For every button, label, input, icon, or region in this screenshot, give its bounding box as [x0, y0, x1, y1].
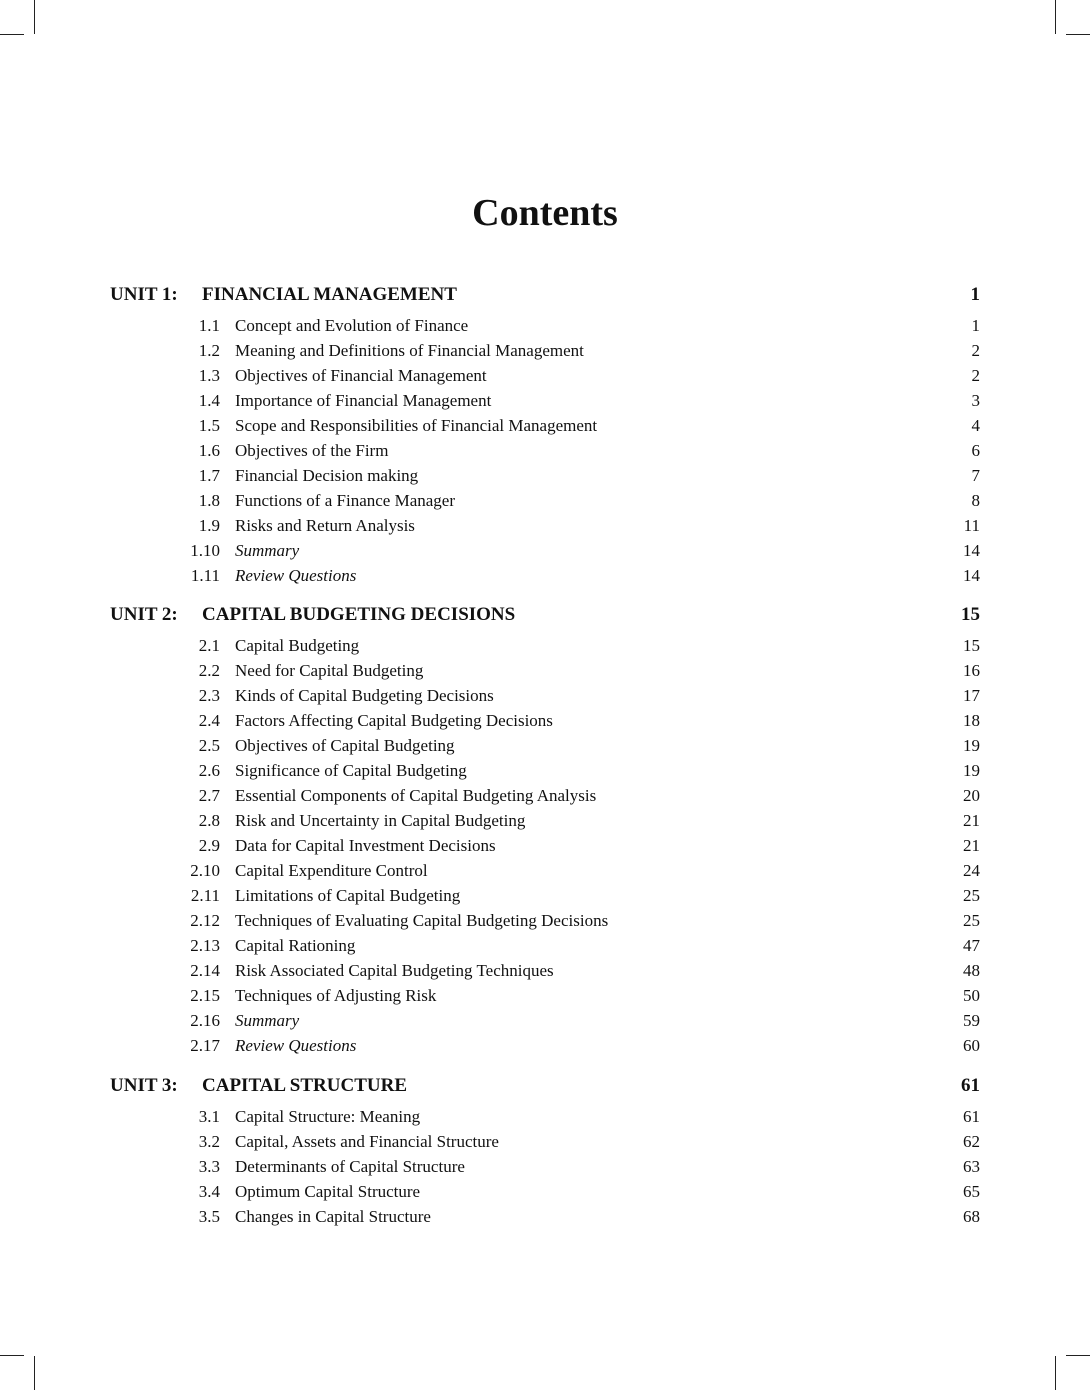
section-number: 3.4 [198, 1182, 220, 1201]
toc-entry[interactable] [110, 413, 980, 438]
section-page-number: 21 [963, 811, 980, 830]
section-title: Techniques of Adjusting Risk [235, 986, 437, 1005]
section-number: 2.9 [198, 836, 220, 855]
section-number: 2.2 [198, 661, 220, 680]
section-number: 2.1 [198, 636, 220, 655]
toc-entry[interactable] [110, 513, 980, 538]
unit-heading[interactable] [110, 282, 980, 308]
section-title: Objectives of Capital Budgeting [235, 736, 455, 755]
section-title: Importance of Financial Management [235, 391, 492, 410]
section-number: 1.10 [190, 541, 220, 560]
toc-entry[interactable] [110, 438, 980, 463]
section-title: Scope and Responsibilities of Financial Management [235, 416, 598, 435]
section-number: 2.7 [198, 786, 220, 805]
section-number: 1.6 [198, 441, 220, 460]
section-number: 2.4 [198, 711, 220, 730]
section-page-number: 60 [963, 1036, 980, 1055]
toc-entry[interactable] [110, 633, 980, 658]
toc-entry[interactable] [110, 908, 980, 933]
section-number: 2.11 [190, 886, 220, 905]
toc-entry[interactable] [110, 833, 980, 858]
section-title: Factors Affecting Capital Budgeting Decisions [235, 711, 553, 730]
section-page-number: 63 [963, 1157, 980, 1176]
section-page-number: 24 [963, 861, 980, 880]
crop-mark [1055, 1356, 1056, 1390]
section-title: Optimum Capital Structure [235, 1182, 421, 1201]
unit-label: UNIT 1: [110, 284, 178, 305]
section-title: Financial Decision making [235, 466, 419, 485]
unit-label: UNIT 3: [110, 1075, 178, 1096]
section-page-number: 3 [971, 391, 980, 410]
section-page-number: 50 [963, 986, 980, 1005]
toc-entry[interactable] [110, 1104, 980, 1129]
section-title: Significance of Capital Budgeting [235, 761, 467, 780]
section-number: 3.2 [198, 1132, 220, 1151]
toc-entry[interactable] [110, 733, 980, 758]
section-title: Objectives of Financial Management [235, 366, 487, 385]
section-number: 1.4 [198, 391, 220, 410]
section-number: 3.5 [198, 1207, 220, 1226]
section-page-number: 14 [963, 566, 980, 585]
section-title: Capital, Assets and Financial Structure [235, 1132, 499, 1151]
unit-title: CAPITAL STRUCTURE [202, 1075, 407, 1096]
section-page-number: 21 [963, 836, 980, 855]
toc-entry[interactable] [110, 758, 980, 783]
section-title: Capital Budgeting [235, 636, 360, 655]
toc-entry[interactable] [110, 363, 980, 388]
section-page-number: 61 [963, 1107, 980, 1126]
section-title: Determinants of Capital Structure [235, 1157, 465, 1176]
section-number: 2.6 [198, 761, 220, 780]
toc-entry[interactable] [110, 808, 980, 833]
toc-entry[interactable] [110, 463, 980, 488]
section-page-number: 14 [963, 541, 980, 560]
section-number: 1.3 [198, 366, 220, 385]
section-number: 2.8 [198, 811, 220, 830]
section-page-number: 59 [963, 1011, 980, 1030]
section-number: 2.12 [190, 911, 220, 930]
toc-entry[interactable] [110, 563, 980, 588]
toc-entry[interactable] [110, 658, 980, 683]
section-number: 2.15 [190, 986, 220, 1005]
unit-page-number: 1 [970, 284, 980, 305]
section-title: Limitations of Capital Budgeting [235, 886, 461, 905]
section-page-number: 8 [971, 491, 980, 510]
section-page-number: 25 [963, 886, 980, 905]
section-page-number: 19 [963, 736, 980, 755]
toc-entry[interactable] [110, 883, 980, 908]
section-page-number: 2 [971, 366, 980, 385]
section-number: 3.1 [198, 1107, 220, 1126]
section-page-number: 6 [971, 441, 980, 460]
toc-entry[interactable] [110, 983, 980, 1008]
section-title: Summary [235, 1011, 300, 1030]
section-number: 2.5 [198, 736, 220, 755]
toc-entry[interactable] [110, 933, 980, 958]
section-number: 1.7 [198, 466, 220, 485]
section-page-number: 11 [963, 516, 980, 535]
section-number: 2.17 [190, 1036, 220, 1055]
section-number: 1.9 [198, 516, 220, 535]
section-title: Review Questions [235, 566, 357, 585]
unit-title: CAPITAL BUDGETING DECISIONS [202, 604, 516, 625]
crop-mark [1066, 1355, 1090, 1356]
crop-mark [1066, 34, 1090, 35]
section-page-number: 47 [963, 936, 980, 955]
toc-entry[interactable] [110, 958, 980, 983]
toc-entry[interactable] [110, 683, 980, 708]
section-title: Essential Components of Capital Budgeting Analysis [235, 786, 597, 805]
page-title: Contents [472, 192, 618, 234]
toc-entry[interactable] [110, 1154, 980, 1179]
section-page-number: 65 [963, 1182, 980, 1201]
section-title: Data for Capital Investment Decisions [235, 836, 496, 855]
unit-page-number: 15 [961, 604, 980, 625]
section-page-number: 48 [963, 961, 980, 980]
toc-entry[interactable] [110, 1033, 980, 1058]
section-page-number: 18 [963, 711, 980, 730]
section-number: 2.16 [190, 1011, 220, 1030]
section-number: 1.11 [190, 566, 220, 585]
section-title: Objectives of the Firm [235, 441, 389, 460]
crop-mark [1055, 0, 1056, 34]
section-page-number: 62 [963, 1132, 980, 1151]
section-number: 2.14 [190, 961, 220, 980]
section-title: Capital Expenditure Control [235, 861, 428, 880]
toc-entry[interactable] [110, 538, 980, 563]
section-number: 1.8 [198, 491, 220, 510]
crop-mark [34, 0, 35, 34]
section-title: Concept and Evolution of Finance [235, 316, 469, 335]
crop-mark [34, 1356, 35, 1390]
section-title: Need for Capital Budgeting [235, 661, 424, 680]
unit-title: FINANCIAL MANAGEMENT [202, 284, 457, 305]
section-title: Techniques of Evaluating Capital Budgeting Decisions [235, 911, 609, 930]
section-page-number: 20 [963, 786, 980, 805]
toc-entry[interactable] [110, 488, 980, 513]
unit-page-number: 61 [961, 1075, 980, 1096]
section-number: 2.3 [198, 686, 220, 705]
section-page-number: 25 [963, 911, 980, 930]
section-number: 2.13 [190, 936, 220, 955]
toc-entry[interactable] [110, 1008, 980, 1033]
toc-entry[interactable] [110, 1129, 980, 1154]
unit-heading[interactable] [110, 602, 980, 628]
section-title: Risk Associated Capital Budgeting Techniques [235, 961, 554, 980]
section-page-number: 1 [971, 316, 980, 335]
toc-entry[interactable] [110, 313, 980, 338]
toc-entry[interactable] [110, 858, 980, 883]
section-title: Changes in Capital Structure [235, 1207, 431, 1226]
section-number: 2.10 [190, 861, 220, 880]
unit-label: UNIT 2: [110, 604, 178, 625]
section-title: Kinds of Capital Budgeting Decisions [235, 686, 494, 705]
toc-entry[interactable] [110, 1179, 980, 1204]
section-title: Summary [235, 541, 300, 560]
section-number: 1.1 [198, 316, 220, 335]
section-page-number: 2 [971, 341, 980, 360]
section-title: Meaning and Definitions of Financial Management [235, 341, 584, 360]
section-title: Capital Rationing [235, 936, 356, 955]
section-title: Risks and Return Analysis [235, 516, 415, 535]
section-number: 1.2 [198, 341, 220, 360]
section-title: Review Questions [235, 1036, 357, 1055]
toc-entry[interactable] [110, 338, 980, 363]
section-title: Capital Structure: Meaning [235, 1107, 421, 1126]
section-title: Risk and Uncertainty in Capital Budgeting [235, 811, 526, 830]
section-page-number: 15 [963, 636, 980, 655]
section-title: Functions of a Finance Manager [235, 491, 455, 510]
unit-heading[interactable] [110, 1073, 980, 1099]
section-page-number: 4 [971, 416, 980, 435]
section-number: 1.5 [198, 416, 220, 435]
toc-entry[interactable] [110, 708, 980, 733]
crop-mark [0, 1355, 24, 1356]
section-page-number: 7 [971, 466, 980, 485]
section-number: 3.3 [198, 1157, 220, 1176]
toc-entry[interactable] [110, 783, 980, 808]
section-page-number: 17 [963, 686, 980, 705]
toc-entry[interactable] [110, 1204, 980, 1229]
toc-entry[interactable] [110, 388, 980, 413]
section-page-number: 68 [963, 1207, 980, 1226]
section-page-number: 16 [963, 661, 980, 680]
crop-mark [0, 34, 24, 35]
section-page-number: 19 [963, 761, 980, 780]
